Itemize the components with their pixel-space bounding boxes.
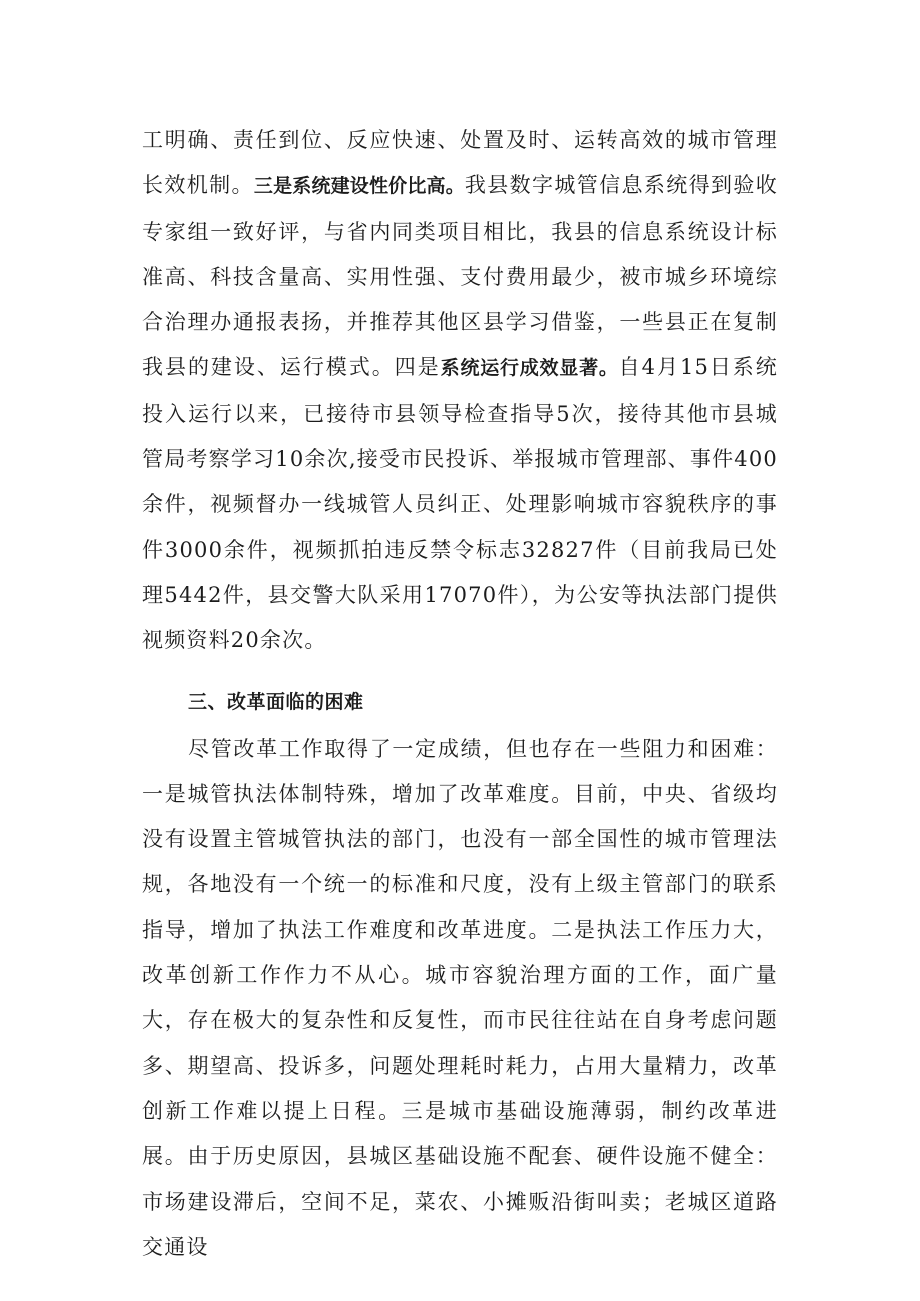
document-body [142, 118, 778, 1270]
bold-phrase: 三是系统建设性价比高。 [253, 175, 465, 198]
paragraph-reform-difficulties [142, 727, 778, 1271]
paragraph-system-results [142, 118, 778, 664]
bold-phrase: 系统运行成效显著。 [440, 357, 619, 380]
section-heading: 三、改革面临的困难 [188, 690, 364, 713]
paragraph-text: 我县数字城管信息系统得到验收专家组一致好评，与省内同类项目相比，我县的信息系统设计标准高、科技含量高、实用性强、支付费用最少，被市城乡环境综合治理办通报表扬，并推荐其他区县学习借鉴，一些县正在复制我县的建设、运行模式。四是 [142, 173, 778, 380]
paragraph-text: 自4月15日系统投入运行以来，已接待市县领导检查指导5次，接待其他市县城管局考察学习10余次,接受市民投诉、举报城市管理部、事件400余件，视频督办一线城管人员纠正、处理影响城市容貌秩序的事件3000余件，视频抓拍违反禁令标志32827件（目前我局已处理5442件，县交警大队采用17070件），为公安等执法部门提供视频资料20余次。 [142, 355, 778, 653]
paragraph-text: 工明确、责任到位、反应快速、处置及时、运转高效的城市管理长效机制。 [142, 128, 778, 198]
paragraph-text: 尽管改革工作取得了一定成绩，但也存在一些阻力和困难：一是城管执法体制特殊，增加了改革难度。目前，中央、省级均没有设置主管城管执法的部门，也没有一部全国性的城市管理法规，各地没有一个统一的标准和尺度，没有上级主管部门的联系指导，增加了执法工作难度和改革进度。二是执法工作压力大，改革创新工作作力不从心。城市容貌治理方面的工作，面广量大，存在极大的复杂性和反复性，而市民往往站在自身考虑问题多、期望高、投诉多，问题处理耗时耗力，占用大量精力，改革创新工作难以提上日程。三是城市基础设施薄弱，制约改革进展。由于历史原因，县城区基础设施不配套、硬件设施不健全：市场建设滞后，空间不足，菜农、小摊贩沿街叫卖；老城区道路交通设 [142, 736, 778, 1259]
